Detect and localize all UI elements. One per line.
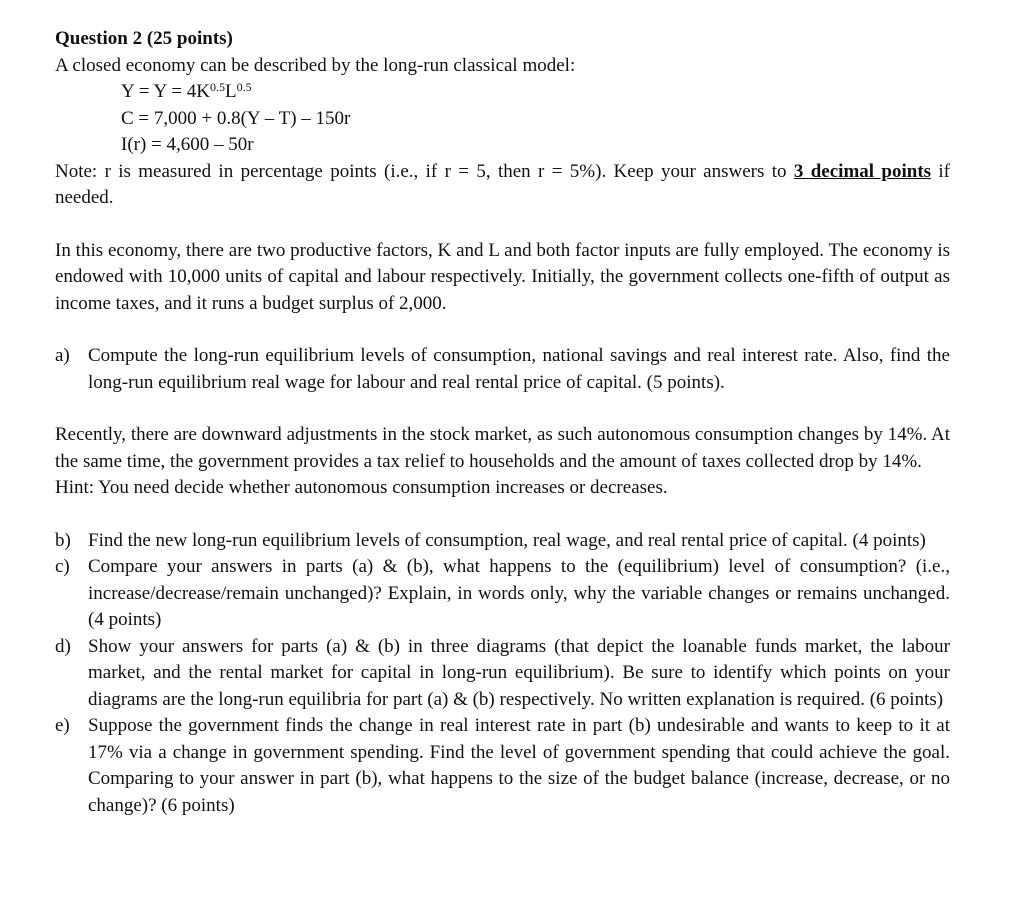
part-c-text: Compare your answers in parts (a) & (b), what happens to the (equilibrium) level of consumption? (i.e., increase/decrease/remain unchanged)? Explain, in words only, why the variable changes or remains unchanged. (4 points) xyxy=(88,556,950,630)
equation-output-labour: L xyxy=(224,81,237,102)
part-b-label: b) xyxy=(55,529,71,551)
exponent-capital: 0.5 xyxy=(209,80,225,94)
part-e-label: e) xyxy=(55,715,70,736)
equation-output-prefix: Y = Y = 4K xyxy=(121,81,210,102)
hint-text: Hint: You need decide whether autonomous consumption increases or decreases. xyxy=(55,477,668,498)
part-d xyxy=(55,634,950,714)
paragraph-shock: Recently, there are downward adjustments in the stock market, as such autonomous consumption changes by 14%. At the same time, the government provides a tax relief to households and the amount of taxes collected drop by 14%. xyxy=(55,424,950,472)
equation-output xyxy=(55,79,950,106)
exponent-labour: 0.5 xyxy=(236,80,252,94)
part-a xyxy=(55,343,950,396)
question-title: Question 2 (25 points) xyxy=(55,28,233,49)
part-e-text: Suppose the government finds the change in real interest rate in part (b) undesirable and wants to keep to it at 17% via a change in government spending. Find the level of government spending that could achieve the goal. Comparing to your answer in part (b), what happens to the size of the budget balance (increase, decrease, or no change)? (6 points) xyxy=(88,715,950,816)
note-bold: 3 decimal points xyxy=(793,160,932,182)
part-a-label: a) xyxy=(55,345,70,366)
paragraph-economy: In this economy, there are two productive factors, K and L and both factor inputs are fully employed. The economy is endowed with 10,000 units of capital and labour respectively. Initially, the government collects one-fifth of output as income taxes, and it runs a budget surplus of 2,000. xyxy=(55,239,950,314)
intro-text: A closed economy can be described by the long-run classical model: xyxy=(55,54,576,76)
equation-investment: I(r) = 4,600 – 50r xyxy=(121,134,254,155)
part-d-label: d) xyxy=(55,635,71,657)
note-text xyxy=(55,159,950,212)
equation-consumption: C = 7,000 + 0.8(Y – T) – 150r xyxy=(121,107,351,129)
part-e xyxy=(55,713,950,819)
part-c xyxy=(55,554,950,634)
part-b-text: Find the new long-run equilibrium levels of consumption, real wage, and real rental price of capital. (4 points) xyxy=(88,529,926,551)
part-a-text: Compute the long-run equilibrium levels of consumption, national savings and real interest rate. Also, find the long-run equilibrium real wage for labour and real rental price of capital. (5 points). xyxy=(88,345,950,393)
part-c-label: c) xyxy=(55,556,70,577)
note-suffix: if needed. xyxy=(55,160,951,208)
part-d-text: Show your answers for parts (a) & (b) in three diagrams (that depict the loanable funds market, the labour market, and the rental market for capital in long-run equilibrium). Be sure to identify which points on your diagrams are the long-run equilibria for part (a) & (b) respectively. No written explanation is required. (6 points) xyxy=(88,635,950,710)
note-prefix: Note: r is measured in percentage points (i.e., if r = 5, then r = 5%). Keep your answers to xyxy=(55,160,794,182)
part-b xyxy=(55,528,950,555)
